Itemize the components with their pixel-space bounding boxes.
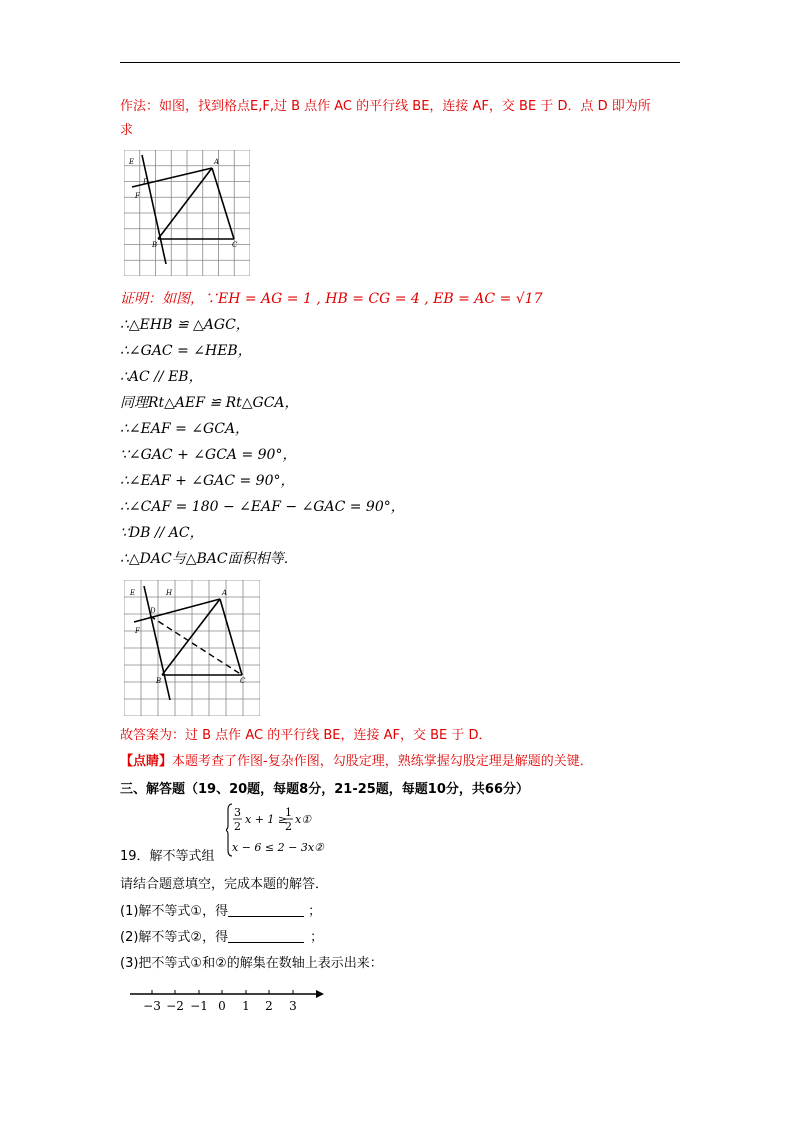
step1-answer-blank[interactable] xyxy=(228,904,304,917)
tick-1: 1 xyxy=(242,999,250,1013)
fig1-label-a: A xyxy=(214,158,220,166)
q19-step-1 xyxy=(120,903,321,921)
comment-tag: 【点睛】 xyxy=(120,754,173,769)
q19-instruction: 请结合题意填空，完成本题的解答． xyxy=(120,877,329,892)
fig2-label-f: F xyxy=(135,627,140,635)
eq1-num2: 1 xyxy=(285,806,292,819)
proof-line-10: ∵DB // AC， xyxy=(120,525,204,541)
fig2-label-e: E xyxy=(130,589,136,597)
figure-2-grid xyxy=(124,580,260,716)
tick-0: 0 xyxy=(218,999,226,1013)
proof-line-4: ∴AC // EB， xyxy=(120,369,203,385)
tick-minus-2: −2 xyxy=(166,999,184,1013)
section-title: 三、解答题（19、20题，每题8分，21-25题，每题10分，共66分） xyxy=(120,782,529,797)
q19-prefix: 19．解不等式组 xyxy=(120,849,215,864)
step2-end: ； xyxy=(310,930,324,945)
fig2-label-c: C xyxy=(240,677,246,685)
proof-line-2: ∴△EHB ≌ △AGC， xyxy=(120,317,250,333)
fig2-label-h: H xyxy=(166,589,173,597)
fig1-label-e: E xyxy=(129,158,135,166)
eq1-den1: 2 xyxy=(234,820,241,833)
eq2: x − 6 ≤ 2 − 3x② xyxy=(232,841,324,854)
proof-line-1: 证明：如图，∵EH = AG = 1 , HB = CG = 4 , EB = AC = √17 xyxy=(120,291,543,307)
header-rule xyxy=(120,62,680,63)
proof-line-5: 同理Rt△AEF ≌ Rt△GCA， xyxy=(120,395,299,411)
step1-label: (1)解不等式①，得 xyxy=(120,904,229,919)
inequality-system xyxy=(226,800,346,860)
fig2-label-d: D xyxy=(150,607,156,615)
q19-step-3: (3)把不等式①和②的解集在数轴上表示出来： xyxy=(120,956,383,971)
proof-line-6: ∴∠EAF = ∠GCA， xyxy=(120,421,250,437)
tick-minus-3: −3 xyxy=(143,999,161,1013)
comment-line xyxy=(120,753,593,771)
tick-minus-1: −1 xyxy=(190,999,208,1013)
fig2-label-a: A xyxy=(222,589,228,597)
fig1-label-b: B xyxy=(152,241,158,249)
proof-line-7: ∵∠GAC + ∠GCA = 90°， xyxy=(120,447,297,463)
number-line xyxy=(120,988,330,1016)
eq1-num1: 3 xyxy=(234,806,241,819)
figure-1-grid xyxy=(124,150,250,276)
fig1-label-f: F xyxy=(135,192,140,200)
eq1-den2: 2 xyxy=(285,820,292,833)
fig2-label-b: B xyxy=(156,677,162,685)
eq1-tail: x① xyxy=(295,813,312,826)
comment-text: 本题考查了作图-复杂作图，勾股定理，熟练掌握勾股定理是解题的关键． xyxy=(172,754,593,769)
proof-line-11: ∴△DAC与△BAC面积相等． xyxy=(120,551,298,567)
construction-line-1: 作法：如图，找到格点E,F,过 B 点作 AC 的平行线 BE，连接 AF，交 BE 于 D．点 D 即为所 xyxy=(120,99,651,114)
proof-line-8: ∴∠EAF + ∠GAC = 90°， xyxy=(120,473,295,489)
fig1-label-c: C xyxy=(232,241,238,249)
answer-line: 故答案为：过 B 点作 AC 的平行线 BE，连接 AF，交 BE 于 D． xyxy=(120,728,492,743)
q19-step-2 xyxy=(120,929,323,947)
proof-line-3: ∴∠GAC = ∠HEB， xyxy=(120,343,252,359)
step1-end: ； xyxy=(308,904,322,919)
construction-line-2: 求 xyxy=(120,123,134,138)
tick-2: 2 xyxy=(265,999,273,1013)
proof-line-9: ∴∠CAF = 180 − ∠EAF − ∠GAC = 90°， xyxy=(120,499,405,515)
eq1-middle: x + 1 ≥ xyxy=(245,813,288,826)
step2-answer-blank[interactable] xyxy=(228,930,304,943)
fig1-label-d: D xyxy=(143,178,149,186)
tick-3: 3 xyxy=(289,999,297,1013)
step2-label: (2)解不等式②，得 xyxy=(120,930,229,945)
